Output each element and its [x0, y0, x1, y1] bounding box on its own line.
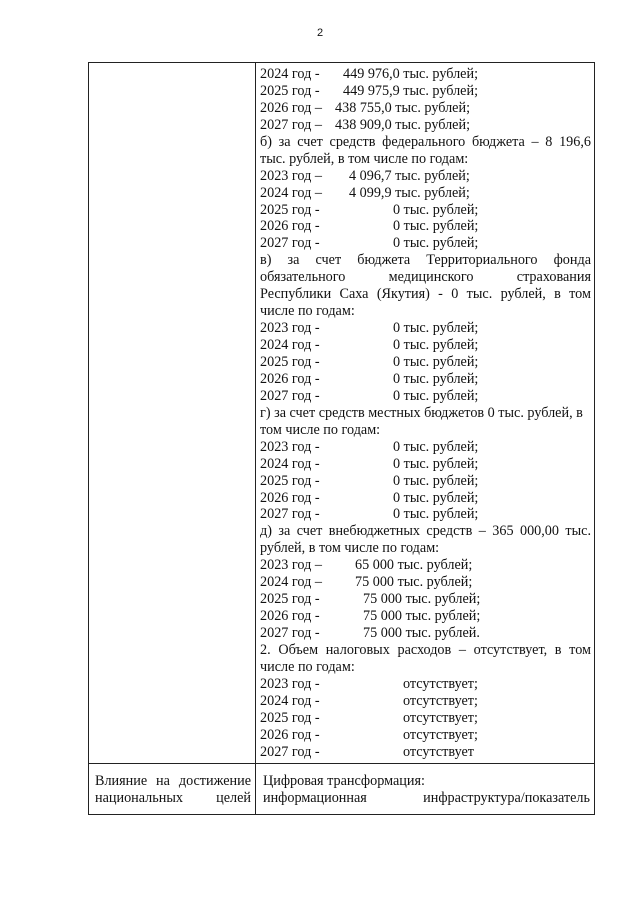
- amount-value: отсутствует;: [403, 675, 478, 692]
- amount-value: 0 тыс. рублей;: [393, 438, 479, 455]
- year-label: 2026 год –: [260, 99, 322, 116]
- amount-value: 4 099,9 тыс. рублей;: [349, 184, 470, 201]
- tax-2026-line: [260, 727, 591, 744]
- amount-value: 449 975,9 тыс. рублей;: [343, 82, 479, 99]
- amount-value: 0 тыс. рублей;: [393, 489, 479, 506]
- year-label: 2024 год -: [260, 455, 320, 472]
- local-2027-line: [260, 506, 591, 523]
- amount-value: 4 096,7 тыс. рублей;: [349, 167, 470, 184]
- tfoms-heading-line1: в) за счет бюджета Территориального фонда: [260, 252, 591, 269]
- amount-value: 0 тыс. рублей;: [393, 387, 479, 404]
- year-label: 2024 год -: [260, 692, 320, 709]
- year-label: 2025 год -: [260, 591, 320, 608]
- year-label: 2026 год -: [260, 218, 320, 235]
- amount-value: 0 тыс. рублей;: [393, 201, 479, 218]
- tax-heading: 2. Объем налоговых расходов – отсутствует, в том числе по годам:: [260, 642, 591, 675]
- amount-value: 0 тыс. рублей;: [393, 506, 479, 523]
- local-2023-line: [260, 439, 591, 456]
- passport-table: [88, 62, 595, 815]
- amount-value: 449 976,0 тыс. рублей;: [343, 66, 479, 82]
- regional-2026-line: [260, 100, 591, 117]
- year-label: 2026 год -: [260, 489, 320, 506]
- regional-2027-line: [260, 117, 591, 134]
- impact-label-line1: Влияние на достижение: [95, 772, 251, 789]
- impact-label-cell: [89, 763, 256, 814]
- amount-value: 438 755,0 тыс. рублей;: [335, 99, 471, 116]
- year-label: 2026 год -: [260, 726, 320, 743]
- year-label: 2023 год –: [260, 167, 322, 184]
- year-label: 2023 год -: [260, 675, 320, 692]
- year-label: 2023 год –: [260, 557, 322, 574]
- amount-value: 0 тыс. рублей;: [393, 455, 479, 472]
- year-label: 2026 год -: [260, 608, 320, 625]
- year-label: 2027 год -: [260, 506, 320, 523]
- year-label: 2023 год -: [260, 320, 320, 337]
- year-label: 2027 год -: [260, 625, 320, 642]
- extrabudget-2026-line: [260, 608, 591, 625]
- year-label: 2025 год -: [260, 709, 320, 726]
- amount-value: 65 000 тыс. рублей;: [355, 557, 473, 574]
- year-label: 2024 год –: [260, 574, 322, 591]
- amount-value: 75 000 тыс. рублей;: [363, 608, 481, 625]
- federal-2023-line: [260, 168, 591, 185]
- tax-2024-line: [260, 693, 591, 710]
- amount-value: 0 тыс. рублей;: [393, 337, 479, 354]
- tax-2027-line: [260, 744, 591, 761]
- year-label: 2024 год –: [260, 184, 322, 201]
- tfoms-2024-line: [260, 337, 591, 354]
- amount-value: 0 тыс. рублей;: [393, 354, 479, 371]
- impact-text-line1: Цифровая трансформация:: [263, 772, 425, 789]
- extrabudget-heading: д) за счет внебюджетных средств – 365 000,00 тыс. рублей, в том числе по годам:: [260, 523, 591, 557]
- year-label: 2025 год -: [260, 201, 320, 218]
- extrabudget-2027-line: [260, 625, 591, 642]
- year-label: 2024 год -: [260, 66, 320, 82]
- local-2026-line: [260, 490, 591, 507]
- federal-2025-line: [260, 202, 591, 219]
- funding-content-cell: [256, 63, 595, 764]
- federal-2027-line: [260, 235, 591, 252]
- amount-value: отсутствует;: [403, 709, 478, 726]
- tax-2023-line: [260, 676, 591, 693]
- amount-value: отсутствует;: [403, 692, 478, 709]
- federal-2026-line: [260, 218, 591, 235]
- impact-label-line2: национальных целей: [95, 789, 251, 806]
- tfoms-heading-line4: числе по годам:: [260, 303, 355, 320]
- extrabudget-2024-line: [260, 574, 591, 591]
- year-label: 2027 год -: [260, 387, 320, 404]
- year-label: 2027 год -: [260, 235, 320, 252]
- regional-2025-line: [260, 83, 591, 100]
- funding-label-cell: [89, 63, 256, 764]
- tfoms-2026-line: [260, 371, 591, 388]
- tfoms-2027-line: [260, 388, 591, 405]
- amount-value: 0 тыс. рублей;: [393, 370, 479, 387]
- amount-value: отсутствует;: [403, 726, 478, 743]
- amount-value: 75 000 тыс. рублей;: [363, 591, 481, 608]
- tfoms-2023-line: [260, 320, 591, 337]
- impact-text-line2: информационная инфраструктура/показатель: [263, 789, 590, 806]
- amount-value: 75 000 тыс. рублей;: [355, 574, 473, 591]
- impact-row: [89, 763, 595, 814]
- extrabudget-2023-line: [260, 557, 591, 574]
- local-2025-line: [260, 473, 591, 490]
- federal-heading: б) за счет средств федерального бюджета – 8 196,6 тыс. рублей, в том числе по годам:: [260, 133, 591, 167]
- local-2024-line: [260, 456, 591, 473]
- year-label: 2025 год -: [260, 354, 320, 371]
- year-label: 2024 год -: [260, 337, 320, 354]
- impact-text-cell: [256, 763, 595, 814]
- year-label: 2023 год -: [260, 438, 320, 455]
- tfoms-heading-line3: Республики Саха (Якутия) - 0 тыс. рублей, в том: [260, 286, 591, 303]
- funding-row: [89, 63, 595, 764]
- extrabudget-2025-line: [260, 591, 591, 608]
- regional-2024-line: [260, 66, 591, 83]
- year-label: 2026 год -: [260, 370, 320, 387]
- amount-value: 0 тыс. рублей;: [393, 472, 479, 489]
- amount-value: 438 909,0 тыс. рублей;: [335, 116, 471, 133]
- year-label: 2025 год -: [260, 82, 320, 99]
- amount-value: 0 тыс. рублей;: [393, 218, 479, 235]
- amount-value: 0 тыс. рублей;: [393, 235, 479, 252]
- federal-2024-line: [260, 185, 591, 202]
- amount-value: 0 тыс. рублей;: [393, 320, 479, 337]
- year-label: 2027 год -: [260, 743, 320, 760]
- year-label: 2027 год –: [260, 116, 322, 133]
- tfoms-2025-line: [260, 354, 591, 371]
- amount-value: 75 000 тыс. рублей.: [363, 625, 480, 642]
- amount-value: отсутствует: [403, 743, 474, 760]
- year-label: 2025 год -: [260, 472, 320, 489]
- local-heading: г) за счет средств местных бюджетов 0 тыс. рублей, в том числе по годам:: [260, 404, 583, 438]
- tfoms-heading-line2: обязательного медицинского страхования: [260, 269, 591, 286]
- tax-2025-line: [260, 710, 591, 727]
- page-number: 2: [316, 27, 324, 39]
